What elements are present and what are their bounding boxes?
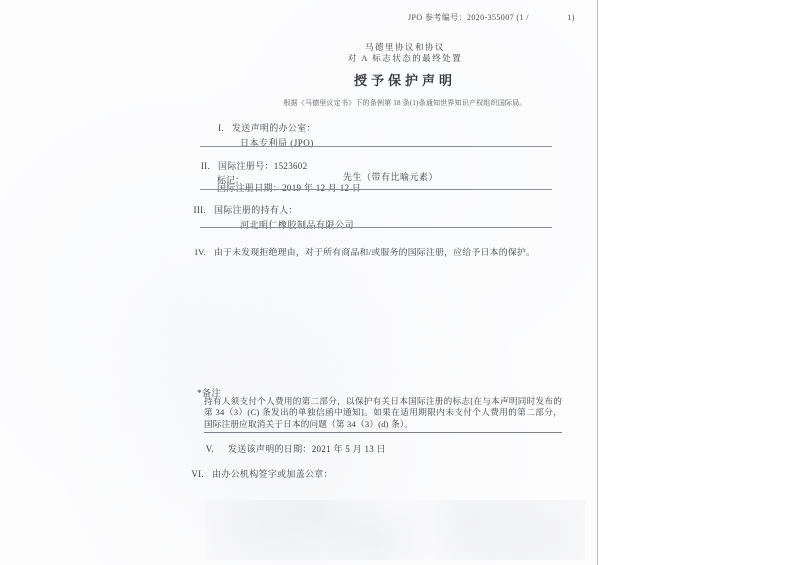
section-i-underline <box>200 146 552 147</box>
sending-office-value: 日本专利局 (JPO) <box>240 138 314 148</box>
section-i-numeral: I. <box>218 123 224 133</box>
section-iii-numeral: III. <box>193 205 206 215</box>
section-v-numeral: V. <box>205 444 214 454</box>
section-vi-row <box>178 467 333 480</box>
jpo-reference-number: JPO 参考编号：2020-355007 (1 / 1) <box>408 13 575 22</box>
remarks-body: 持有人须支付个人费用的第二部分，以保护有关日本国际注册的标志[在与本声明同时发布的第 34（3）(C) 条发出的单独信函中通知]。如果在适用期限内未支付个人费用的第二部分，国际注册应取消关于日本的问题（第 34（3）(d) 条）。 <box>204 396 562 433</box>
registration-date: 国际注册日期：2019 年 12 月 12 日 <box>217 183 362 193</box>
scan-noise-area <box>205 500 585 560</box>
section-iii-underline <box>200 227 552 228</box>
section-iv-statement <box>180 245 535 258</box>
section-i-heading <box>198 121 316 134</box>
document-subtitle <box>200 42 610 63</box>
section-iii-heading <box>180 203 298 216</box>
subtitle-line-1: 马德里协议和协议 <box>364 42 445 52</box>
mark-label: 标记： <box>217 175 245 185</box>
signature-seal-text: 由办公机构签字或加盖公章： <box>212 469 333 479</box>
section-ii-underline <box>200 189 552 190</box>
section-v-row <box>188 442 386 455</box>
remarks-title: *备注 <box>197 388 222 398</box>
section-ii-numeral: II. <box>200 161 210 171</box>
grant-statement-text: 由于未发现拒绝理由，对于所有商品和/或服务的国际注册，应给予日本的保护。 <box>214 247 536 257</box>
section-vi-numeral: VI. <box>191 469 204 479</box>
subtitle-line-2: 对 A 标志状态的最终处置 <box>347 52 463 63</box>
registration-number-label: 国际注册号：1523602 <box>218 161 308 171</box>
statement-date-text: 发送该声明的日期：2021 年 5 月 13 日 <box>228 444 386 454</box>
section-iv-numeral: IV. <box>194 247 206 257</box>
holder-label: 国际注册的持有人： <box>214 205 298 215</box>
mark-value: 先生（带有比喻元素） <box>343 172 439 182</box>
section-i-label: 发送声明的办公室： <box>232 123 316 133</box>
holder-name-value: 河北明仁橡胶制品有限公司 <box>240 220 355 230</box>
legal-basis-note: 根据《马德里议定书》下的条例第 18 条(1)条通知世界知识产权组织国际局。 <box>283 99 527 107</box>
document-title: 授予保护声明 <box>353 73 456 88</box>
